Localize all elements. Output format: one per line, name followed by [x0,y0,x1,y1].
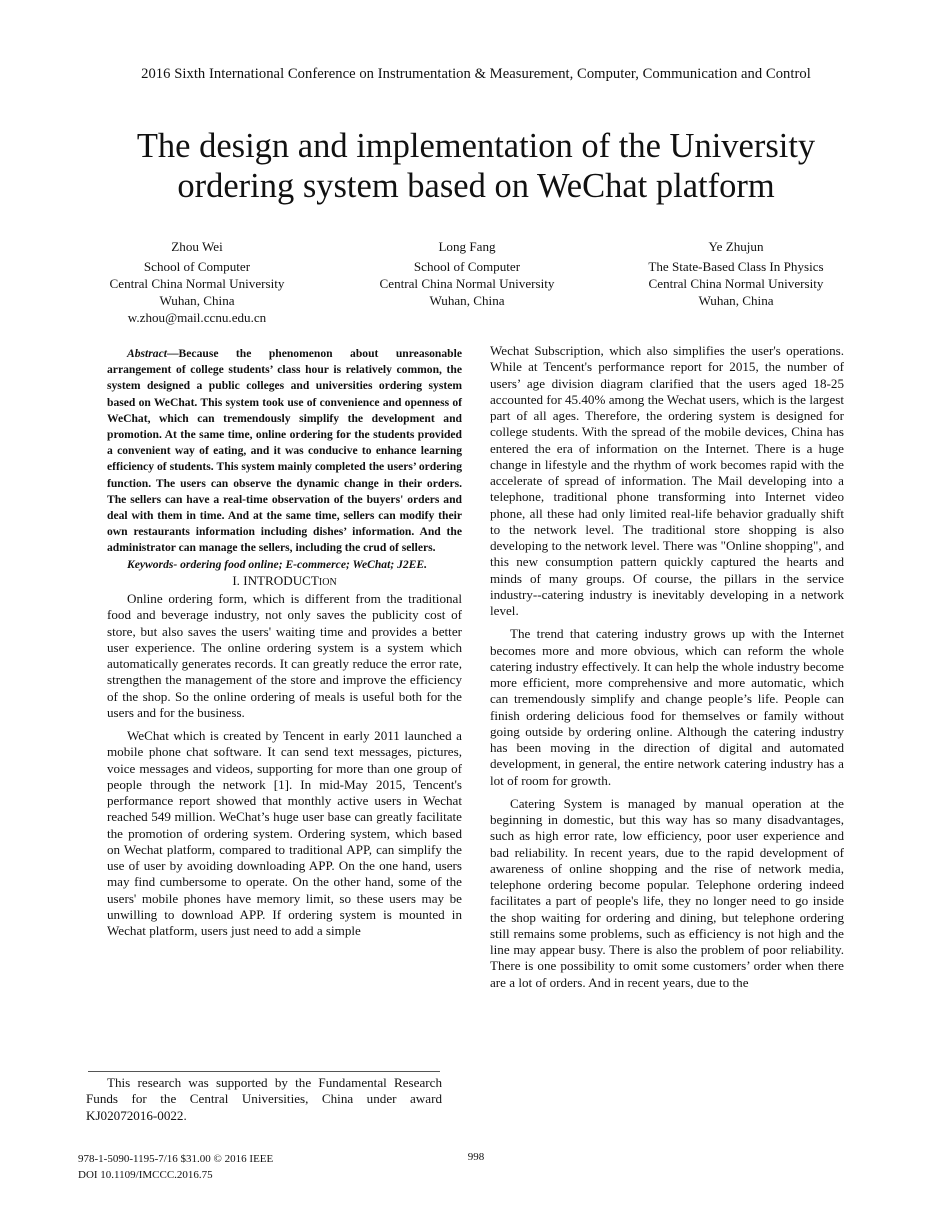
body-paragraph: Wechat Subscription, which also simplifies the user's operations. While at Tencent's performance report for 2015, the number of users’ age division diagram clarified that the users aged 18-25 accounted for 45.40% among the Wechat users, which is the largest part of all ages. Therefore, the ordering system is designed for college students. With the spread of the mobile devices, China has entered the era of information on the Internet. There is a huge change in lifestyle and the rhythm of work becomes rapid with the accelerate of spread of information. The Mail developing into a telephone, traditional phone transforming into Internet video phone, all these had only limited real-life behavior gradually shift to the network level. The traditional store shopping is also developing to the network level. There was "Online shopping", and this new consumption pattern quickly captured the hearts and minds of many groups. Of course, the pillars in the service industry--catering industry is inevitably developing in a network level. [490,343,844,618]
keywords: Keywords- ordering food online; E-commerce; WeChat; J2EE. [127,557,428,571]
author-city: Wuhan, China [159,293,235,309]
body-paragraph: Catering System is managed by manual operation at the beginning in domestic, but this way has so many disadvantages, such as high error rate, low efficiency, poor user experience and bad reliability. In recent years, due to the rapid development of awareness of online shopping and the rise of network media, telephone ordering become popular. Telephone ordering indeed facilitates a part of people's life, they no longer need to go inside the shop waiting for ordering and dining, but telephone ordering still remains some problems, such as efficiency is not high and the line may appear busy. There is also the problem of poor reliability. There is one possibility to omit some customers’ order when there are a lot of orders. And in recent years, due to the [490,795,844,990]
author-city: Wuhan, China [429,293,505,309]
section-title: INTRODUCT [243,572,319,588]
author-1 [96,238,298,326]
abstract-label: Abstract [127,347,167,360]
section-number: I. [232,572,240,588]
author-univ: Central China Normal University [648,276,824,292]
author-email: w.zhou@mail.ccnu.edu.cn [127,310,267,326]
section-title-smallcaps: ION [318,576,337,588]
body-paragraph: The trend that catering industry grows up with the Internet becomes more and more obvious, which can reform the whole catering industry effectively. It can help the whole industry become more efficient, more comprehensive and more automatic, which can tremendously simplify and change people’s life. People can finish ordering delicious food for themselves or family without going outside by ordering online. Although the catering industry has been moving in the direction of digital and automated development, in general, the entire network catering industry has a lot of room for growth. [490,626,844,788]
footnote-rule [88,1071,440,1072]
title-line-1: The design and implementation of the University [136,127,816,165]
conference-header: 2016 Sixth International Conference on Instrumentation & Measurement, Computer, Communication and Control [141,66,811,82]
author-2 [366,238,568,309]
section-heading [107,573,462,591]
page-number: 998 [467,1151,485,1163]
footnote: This research was supported by the Fundamental Research Funds for the Central Universities, China under award KJ02072016-0022. [86,1075,442,1123]
author-3 [632,238,840,309]
isbn-line: 978-1-5090-1195-7/16 $31.00 © 2016 IEEE [78,1153,274,1165]
author-dept: School of Computer [413,259,521,275]
author-univ: Central China Normal University [379,276,555,292]
abstract-text: —Because the phenomenon about unreasonable arrangement of college students’ class hour is relatively common, the system designed a public colleges and universities ordering system based on WeChat. This system took use of convenience and openness of WeChat, which can tremendously simplify the development and promotion. At the same time, online ordering for the students provided a convenient way of eating, and it was conducive to enhance learning efficiency of students. This system mainly completed the users’ ordering function. The users can observe the dynamic change in their orders. The sellers can have a real-time observation of the buyers' orders and deal with them in time. And at the same time, sellers can modify their own restaurants information including dishes’ information. And the administrator can manage the sellers, including the crud of sellers. [107,347,462,555]
author-dept: The State-Based Class In Physics [648,259,824,275]
author-name: Zhou Wei [171,239,223,254]
author-dept: School of Computer [143,259,251,275]
intro-paragraph: WeChat which is created by Tencent in early 2011 launched a mobile phone chat software. It can send text messages, pictures, voice messages and videos, supporting for more than one group of people through the network [1]. In mid-May 2015, Tencent's performance report showed that monthly active users in Wechat reached 549 million. WeChat’s huge user base can greatly facilitate the promotion of ordering system. Ordering system, which based on Wechat platform, compared to traditional APP, can simplify the use of user by avoiding downloading APP. On the one hand, users may find cumbersome to operate. On the other hand, some of the users' mobile phones have memory limit, so these users may be unwilling to download APP. If ordering system is mounted in Wechat platform, users just need to add a simple [107,728,462,939]
author-univ: Central China Normal University [109,276,285,292]
right-column [490,343,844,991]
doi-line: DOI 10.1109/IMCCC.2016.75 [78,1169,213,1181]
author-city: Wuhan, China [698,293,774,309]
abstract [107,346,462,557]
author-name: Ye Zhujun [708,239,764,254]
intro-paragraph: Online ordering form, which is different from the traditional food and beverage industry, not only saves the publicity cost of store, but also saves the users' waiting time and provides a better user experience. The online ordering system is a system which automatically generates records. It can greatly reduce the error rate, strengthen the management of the store and improve the efficiency of the shop. So the online ordering of meals is useful both for the users and for the business. [107,591,462,720]
author-name: Long Fang [438,239,496,254]
paper-title [60,126,892,206]
title-line-2: ordering system based on WeChat platform [177,167,775,205]
left-column [107,346,462,939]
author-block [0,238,952,328]
